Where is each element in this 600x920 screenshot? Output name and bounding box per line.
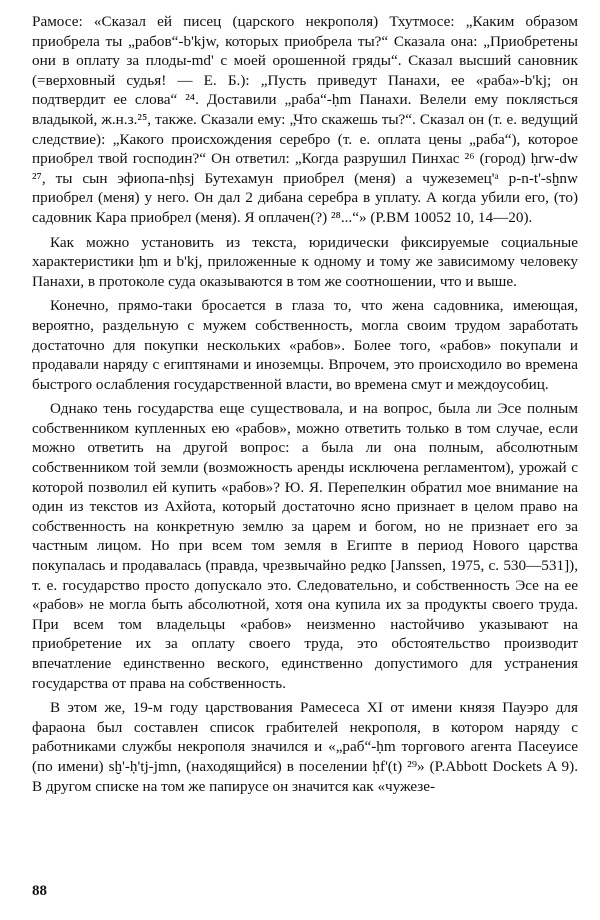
paragraph-3: Конечно, прямо-таки бросается в глаза то, что жена садовника, имеющая, вероятно, раздельную с мужем собственность, могла своим трудом заработать достаточно для покупки нескольких «рабов». Более того, «рабов» покупали и продавали наряду с египтянами и иноземцы. Впрочем, это происходило во времена быстрого ослабления государственной власти, во времена смут и междоусобиц. xyxy=(32,297,578,393)
paragraph-2: Как можно установить из текста, юридически фиксируемые социальные характеристики ḥm и b'kj, приложенные к одному и тому же зависимому человеку Панахи, в протоколе суда оказываются в том же соотношении, что и выше. xyxy=(32,233,578,290)
paragraph-quote: Рамосе: «Сказал ей писец (царского некрополя) Тхутмосе: „Каким образом приобрела ты „рабов“-b'kjw, которых приобрела ты?“ Сказала она: „Приобретены они в оплату за плоды-md' с моей орошенной гряды“. Сказал высший сановник (=верховный судья! — Е. Б.): „Пусть приведут Панахи, ее «раба»-b'kj; он подтвердит ее слова“ ²⁴. Доставили „раба“-ḥm Панахи. Велели ему поклясться владыкой, ж.н.з.²⁵, также. Сказали ему: „Что скажешь ты?“. Сказал он (т. е. ведущий следствие): „Какого происхождения серебро (т. е. оплата цены „раба“), которое приобрел твой господин?“ Он ответил: „Когда разрушил Пинхас ²⁶ (город) ḥrw-dw ²⁷, ты сын эфиопа-nḥsj Бутехамун приобрел (меня) а чужеземец'ᵃ p-n-t'-sḫnw приобрел (меня) у него. Он дал 2 дибана серебра в уплату. А когда убили его, (то) садовник Кара приобрел (меня). Я оплачен(?) ²⁸...“» (P.BM 10052 10, 14—20). xyxy=(32,13,578,226)
page-number: 88 xyxy=(32,883,47,899)
paragraph-5: В этом же, 19-м году царствования Рамесеса XI от имени князя Пауэро для фараона был составлен список грабителей некрополя, в котором наряду с работниками службы некрополя значился и «„раб“-ḥm торгового агента Пасеуисе (по имени) sḫ'-ḥ'tj-jmn, (находящийся) в поселении ḥf'(t) ²⁹» (P.Abbott Dockets A 9). В другом списке на том же папирусе он значится как «чужезе- xyxy=(32,699,578,795)
paragraph-4: Однако тень государства еще существовала, и на вопрос, была ли Эсе полным собственником купленных ею «рабов», можно ответить только в том случае, если можно ответить на другой вопрос: а была ли она полным, абсолютным собственником той земли (возможность аренды исключена регламентом), урожай с которой позволил ей купить «рабов»? Ю. Я. Перепелкин обратил мое внимание на один из текстов из Ахйота, который достаточно ясно признает в целом право на собственность на конкретную землю за царем и богом, но не признает его за частным лицом. Но при всем том земля в Египте в период Нового царства покупалась и продавалась (правда, чрезвычайно редко [Janssen, 1975, с. 530—531]), т. е. государство просто допускало это. Следовательно, и собственность Эсе на ее «рабов» не могла быть абсолютной, хотя она купила их за продукты своего труда. При всем том владельцы «рабов» неизменно настойчиво указывают на приобретение их за оплату своего труда, это обстоятельство производит впечатление единственно веского, единственно допустимого для устранения государства от права на собственность. xyxy=(32,400,578,692)
